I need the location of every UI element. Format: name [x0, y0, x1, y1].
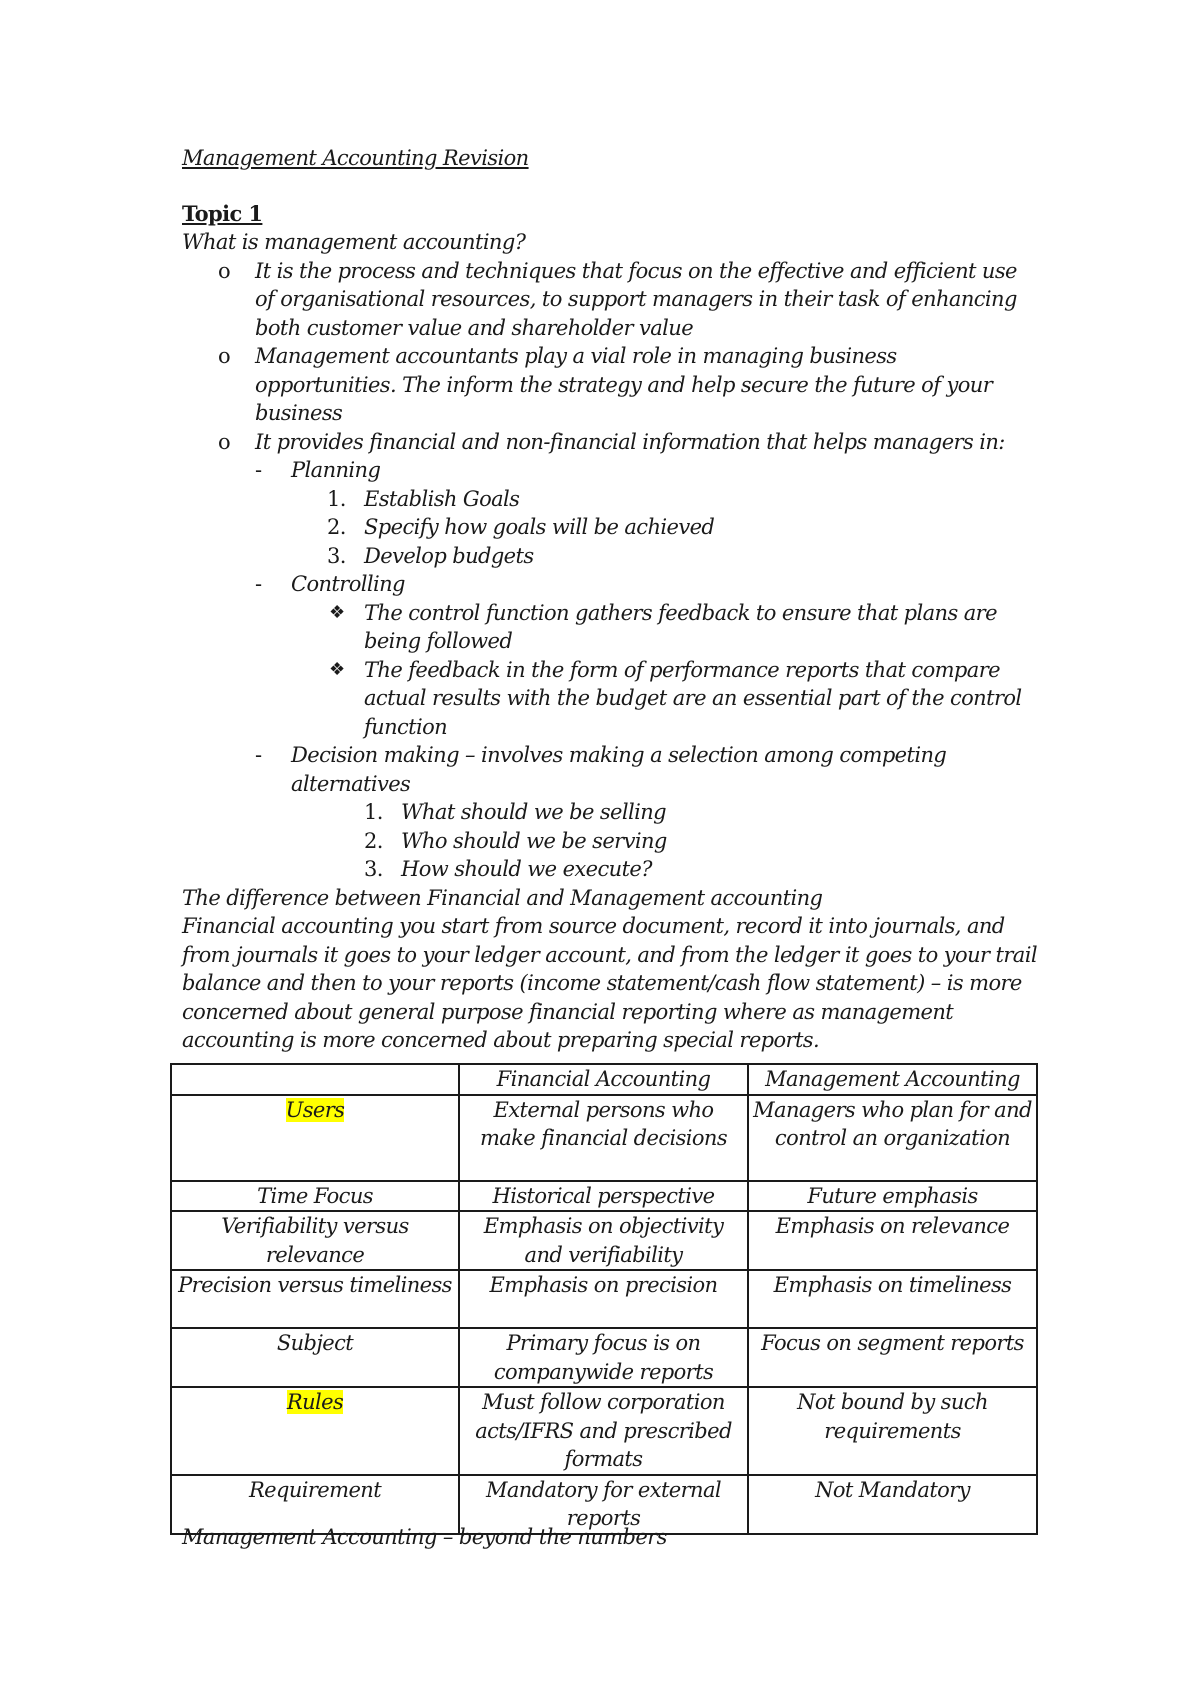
table-cell: Focus on segment reports [748, 1328, 1037, 1387]
table-cell: Managers who plan for and control an organization [748, 1095, 1037, 1181]
table-cell: Mandatory for external reports [459, 1475, 748, 1534]
circle-bullet-icon: o [218, 429, 231, 454]
table-header-cell: Financial Accounting [459, 1064, 748, 1095]
numbered-text: What should we be selling [401, 800, 666, 824]
question-line: What is management accounting? [182, 230, 526, 254]
table-row [171, 1387, 1037, 1475]
table-cell: Must follow corporation acts/IFRS and prescribed formats [459, 1387, 748, 1475]
table-cell-label [171, 1387, 459, 1475]
number-marker: 3. [364, 857, 383, 881]
number-marker: 1. [364, 800, 383, 824]
number-marker: 2. [327, 515, 346, 539]
diamond-item [182, 599, 1042, 656]
table-cell-label [171, 1095, 459, 1181]
circle-bullet-icon: o [218, 344, 231, 368]
dash-item-controlling [182, 570, 1042, 599]
difference-heading: The difference between Financial and Management accounting [182, 885, 823, 910]
numbered-text: How should we execute? [401, 857, 652, 881]
table-cell: Historical perspective [459, 1181, 748, 1212]
table-cell-label: Subject [171, 1328, 459, 1387]
highlighted-label: Users [285, 1097, 345, 1122]
table-row [171, 1211, 1037, 1270]
table-header-row [171, 1064, 1037, 1095]
table-cell: External persons who make financial decisions [459, 1095, 748, 1181]
topic-heading: Topic 1 [182, 201, 263, 226]
bullet-item [182, 257, 1042, 343]
table-cell-label: Time Focus [171, 1181, 459, 1212]
bullet-text: It provides financial and non-financial information that helps managers in: [255, 429, 1005, 454]
bullet-item [182, 428, 1042, 457]
dash-bullet-icon: - [255, 458, 262, 482]
bullet-text: Management accountants play a vial role in managing business opportunities. The inform the strategy and help secure the future of your business [255, 344, 993, 425]
dash-bullet-icon: - [255, 572, 262, 596]
number-marker: 2. [364, 828, 383, 853]
diamond-text: The feedback in the form of performance reports that compare actual results with the budget are an essential part of the control function [364, 657, 1022, 739]
table-row [171, 1270, 1037, 1328]
table-cell: Future emphasis [748, 1181, 1037, 1212]
numbered-text: Establish Goals [364, 486, 520, 511]
dash-item-decision [182, 741, 1042, 798]
number-marker: 3. [327, 543, 346, 568]
table-row [171, 1181, 1037, 1212]
numbered-item [182, 513, 1042, 542]
numbered-item [182, 485, 1042, 514]
bullet-text: It is the process and techniques that focus on the effective and efficient use of organisational resources, to support managers in their task of enhancing both customer value and shareholder value [255, 258, 1017, 340]
table-cell: Not bound by such requirements [748, 1387, 1037, 1475]
table-cell: Emphasis on precision [459, 1270, 748, 1328]
dash-item-planning [182, 456, 1042, 485]
table-cell-label: Precision versus timeliness [171, 1270, 459, 1328]
table-cell: Emphasis on timeliness [748, 1270, 1037, 1328]
table-cell: Emphasis on objectivity and verifiability [459, 1211, 748, 1270]
table-cell: Not Mandatory [748, 1475, 1037, 1534]
numbered-text: Who should we be serving [401, 828, 667, 853]
comparison-table [170, 1063, 1038, 1535]
table-row [171, 1095, 1037, 1181]
numbered-text: Develop budgets [364, 543, 534, 568]
table-cell: Primary focus is on companywide reports [459, 1328, 748, 1387]
bullet-item [182, 342, 1042, 428]
footer-line: Management Accounting – beyond the numbers [182, 1525, 667, 1549]
table-cell: Emphasis on relevance [748, 1211, 1037, 1270]
document-body [182, 144, 1042, 1055]
dash-bullet-icon: - [255, 743, 262, 767]
diamond-bullet-icon: ❖ [329, 658, 345, 680]
diamond-item [182, 656, 1042, 742]
dash-text: Planning [291, 458, 381, 482]
circle-bullet-icon: o [218, 258, 231, 283]
numbered-item [182, 798, 1042, 827]
dash-text: Controlling [291, 572, 405, 596]
table-cell-label: Requirement [171, 1475, 459, 1534]
number-marker: 1. [327, 486, 346, 511]
diamond-text: The control function gathers feedback to ensure that plans are being followed [364, 600, 997, 653]
table-cell-label: Verifiability versus relevance [171, 1211, 459, 1270]
table-header-cell [171, 1064, 459, 1095]
difference-paragraph: Financial accounting you start from source document, record it into journals, and from journals it goes to your ledger account, and from the ledger it goes to your trail balance and then to your reports (income statement/cash flow statement) – is more concerned about general purpose financial reporting where as management accounting is more concerned about preparing special reports. [182, 914, 1037, 1052]
dash-text: Decision making – involves making a selection among competing alternatives [291, 743, 947, 796]
numbered-text: Specify how goals will be achieved [364, 515, 715, 539]
table-header-cell: Management Accounting [748, 1064, 1037, 1095]
document-title: Management Accounting Revision [182, 146, 529, 170]
table-row [171, 1328, 1037, 1387]
numbered-item [182, 855, 1042, 884]
highlighted-label: Rules [286, 1390, 344, 1414]
diamond-bullet-icon: ❖ [329, 601, 345, 623]
numbered-item [182, 827, 1042, 856]
numbered-item [182, 542, 1042, 571]
